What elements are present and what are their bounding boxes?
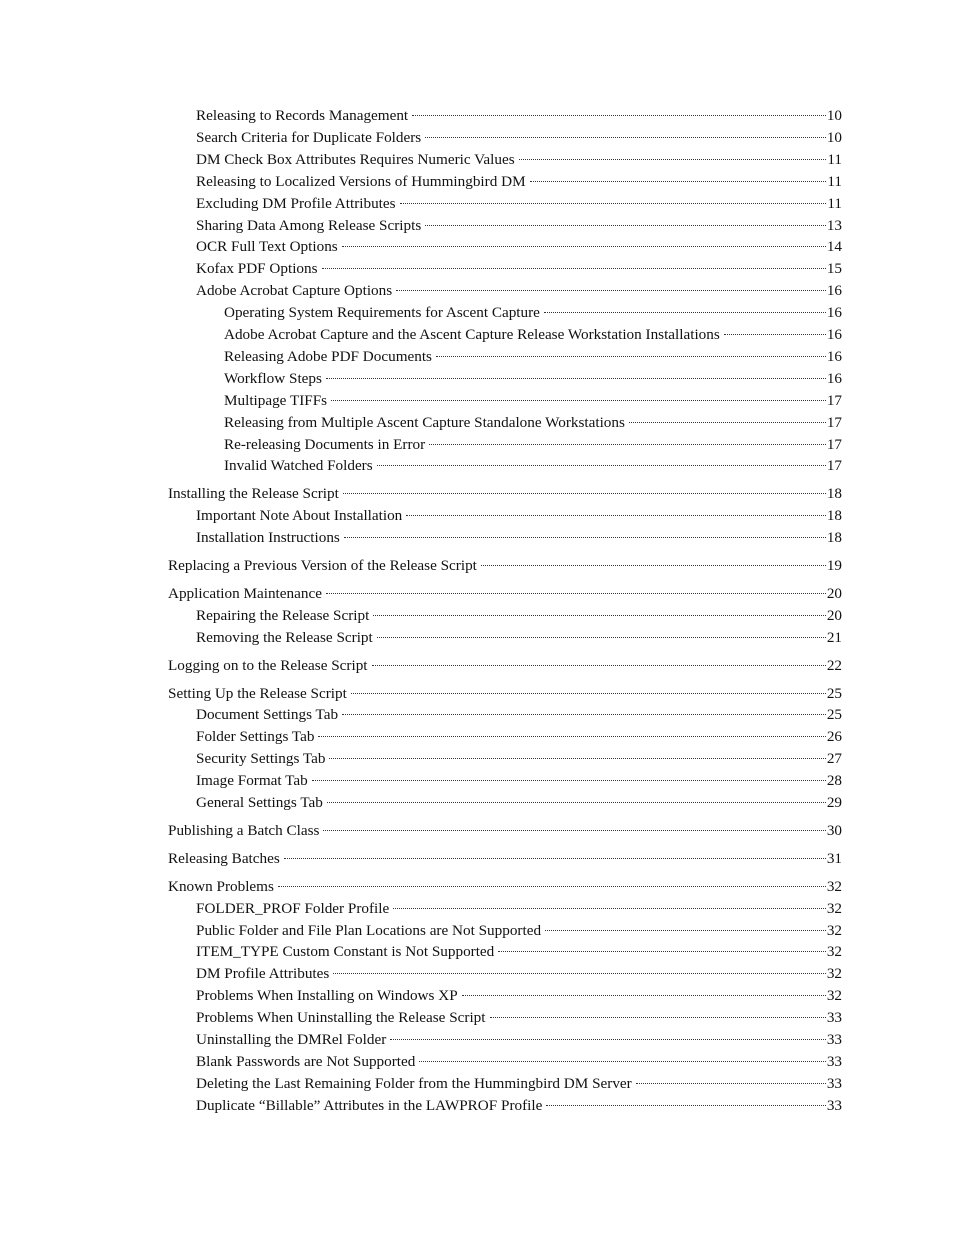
toc-entry-page-number: 26 [826, 728, 842, 746]
dot-leader [400, 203, 827, 204]
toc-entry[interactable] [224, 390, 842, 412]
toc-entry[interactable] [196, 605, 842, 627]
toc-entry-title: Excluding DM Profile Attributes [196, 194, 396, 212]
toc-entry-title: Public Folder and File Plan Locations are Not Supported [196, 921, 542, 939]
toc-entry-title: Repairing the Release Script [196, 606, 370, 624]
toc-entry-title: Deleting the Last Remaining Folder from the Hummingbird DM Server [196, 1074, 632, 1092]
toc-entry-page-number: 27 [826, 750, 842, 768]
toc-entry-page-number: 21 [826, 628, 842, 646]
toc-entry-page-number: 16 [826, 282, 842, 300]
toc-entry-page-number: 13 [826, 216, 842, 234]
toc-entry-title: Replacing a Previous Version of the Release Script [168, 557, 477, 574]
toc-entry[interactable] [196, 149, 842, 171]
toc-entry[interactable] [196, 748, 842, 770]
toc-entry-page-number: 11 [827, 150, 842, 168]
dot-leader [343, 493, 826, 494]
dot-leader [344, 537, 826, 538]
dot-leader [724, 334, 826, 335]
toc-entry-title: Installing the Release Script [168, 485, 339, 503]
toc-entry-title: Releasing Adobe PDF Documents [224, 347, 432, 365]
toc-entry-page-number: 16 [826, 347, 842, 365]
toc-entry-title: Publishing a Batch Class [168, 821, 320, 839]
toc-entry-page-number: 16 [826, 304, 842, 322]
toc-entry-title: Setting Up the Release Script [168, 684, 347, 702]
toc-entry-page-number: 10 [826, 128, 842, 146]
toc-entry[interactable] [168, 683, 842, 705]
toc-entry[interactable] [168, 583, 842, 605]
toc-entry[interactable] [224, 412, 842, 434]
toc-entry-page-number: 10 [826, 107, 842, 124]
dot-leader [429, 444, 826, 445]
toc-entry-page-number: 17 [826, 391, 842, 409]
toc-entry-title: Adobe Acrobat Capture and the Ascent Capture Release Workstation Installations [224, 326, 720, 343]
toc-entry-page-number: 32 [826, 943, 842, 961]
toc-entry[interactable] [196, 215, 842, 237]
toc-entry-page-number: 16 [826, 369, 842, 387]
dot-leader [333, 973, 826, 974]
toc-entry-page-number: 20 [826, 606, 842, 624]
toc-entry-page-number: 30 [826, 821, 842, 839]
toc-entry[interactable] [196, 1051, 842, 1073]
toc-entry[interactable] [196, 258, 842, 280]
toc-entry-title: Re-releasing Documents in Error [224, 435, 426, 453]
toc-entry-page-number: 29 [826, 794, 842, 811]
dot-leader [498, 951, 826, 952]
toc-entry[interactable] [196, 193, 842, 215]
toc-entry-page-number: 18 [826, 529, 842, 547]
toc-entry-page-number: 33 [826, 1096, 842, 1114]
toc-entry-title: Invalid Watched Folders [224, 457, 373, 475]
dot-leader [462, 995, 826, 996]
toc-entry-page-number: 22 [826, 656, 842, 674]
toc-entry-title: DM Profile Attributes [196, 965, 330, 983]
toc-entry-title: Sharing Data Among Release Scripts [196, 216, 422, 234]
toc-entry-page-number: 20 [826, 584, 842, 602]
toc-entry-page-number: 18 [826, 507, 842, 525]
toc-entry[interactable] [168, 555, 842, 577]
dot-leader [377, 465, 826, 466]
toc-entry[interactable] [224, 434, 842, 456]
toc-entry-page-number: 32 [826, 987, 842, 1005]
toc-entry-title: Operating System Requirements for Ascent Capture [224, 304, 540, 322]
toc-entry-page-number: 14 [826, 238, 842, 256]
dot-leader [412, 115, 826, 116]
toc-entry-title: FOLDER_PROF Folder Profile [196, 899, 390, 917]
toc-entry-page-number: 32 [826, 921, 842, 939]
dot-leader [351, 693, 826, 694]
toc-entry-page-number: 32 [826, 877, 842, 895]
toc-entry-page-number: 11 [827, 194, 842, 212]
toc-entry[interactable] [224, 368, 842, 390]
toc-entry-title: Folder Settings Tab [196, 728, 315, 746]
dot-leader [390, 1039, 826, 1040]
dot-leader [490, 1017, 826, 1018]
toc-entry[interactable] [196, 280, 842, 302]
dot-leader [436, 356, 826, 357]
toc-entry-page-number: 17 [826, 457, 842, 475]
toc-entry-page-number: 16 [826, 326, 842, 343]
toc-entry-title: Logging on to the Release Script [168, 656, 368, 674]
dot-leader [323, 830, 825, 831]
toc-entry-page-number: 19 [826, 557, 842, 574]
dot-leader [629, 422, 826, 423]
toc-entry-title: Application Maintenance [168, 584, 322, 602]
toc-entry-title: Releasing Batches [168, 849, 280, 867]
toc-entry-page-number: 28 [826, 772, 842, 790]
dot-leader [284, 858, 826, 859]
toc-entry-title: Problems When Uninstalling the Release Script [196, 1009, 486, 1027]
toc-entry[interactable] [196, 105, 842, 127]
toc-entry[interactable] [196, 792, 842, 814]
toc-entry[interactable] [196, 1095, 842, 1117]
dot-leader [544, 312, 826, 313]
toc-entry-title: Kofax PDF Options [196, 260, 318, 278]
toc-entry-page-number: 33 [826, 1009, 842, 1027]
toc-entry[interactable] [224, 324, 842, 346]
toc-entry[interactable] [168, 483, 842, 505]
dot-leader [331, 400, 826, 401]
dot-leader [636, 1083, 826, 1084]
dot-leader [425, 225, 826, 226]
toc-entry-page-number: 25 [826, 684, 842, 702]
toc-entry-title: Search Criteria for Duplicate Folders [196, 128, 422, 146]
toc-entry-title: Adobe Acrobat Capture Options [196, 282, 393, 300]
toc-entry[interactable] [196, 963, 842, 985]
toc-entry[interactable] [196, 726, 842, 748]
dot-leader [372, 665, 826, 666]
toc-entry-page-number: 33 [826, 1074, 842, 1092]
toc-entry[interactable] [196, 1073, 842, 1095]
toc-entry-title: Security Settings Tab [196, 750, 326, 768]
toc-entry-page-number: 31 [826, 849, 842, 867]
toc-entry-page-number: 17 [826, 435, 842, 453]
toc-entry[interactable] [196, 627, 842, 649]
toc-entry-page-number: 11 [827, 172, 842, 190]
toc-entry-page-number: 33 [826, 1052, 842, 1070]
toc-entry[interactable] [196, 985, 842, 1007]
toc-entry-title: Releasing to Localized Versions of Hummingbird DM [196, 172, 526, 190]
dot-leader [419, 1061, 825, 1062]
toc-entry-title: Releasing from Multiple Ascent Capture Standalone Workstations [224, 413, 625, 431]
toc-entry[interactable] [196, 236, 842, 258]
toc-entry-title: Releasing to Records Management [196, 107, 409, 124]
toc-entry-title: Duplicate “Billable” Attributes in the LAWPROF Profile [196, 1096, 543, 1114]
dot-leader [519, 159, 827, 160]
dot-leader [312, 780, 826, 781]
dot-leader [326, 378, 826, 379]
dot-leader [322, 268, 826, 269]
toc-entry-page-number: 17 [826, 413, 842, 431]
toc-entry-title: Workflow Steps [224, 369, 322, 387]
toc-entry-page-number: 25 [826, 706, 842, 724]
toc-entry[interactable] [168, 848, 842, 870]
dot-leader [329, 758, 825, 759]
dot-leader [545, 930, 826, 931]
toc-entry-title: General Settings Tab [196, 794, 323, 811]
dot-leader [327, 802, 826, 803]
dot-leader [546, 1105, 825, 1106]
toc-entry-title: OCR Full Text Options [196, 238, 338, 256]
dot-leader [342, 246, 826, 247]
toc-entry-page-number: 15 [826, 260, 842, 278]
toc-entry-title: Multipage TIFFs [224, 391, 328, 409]
toc-entry-page-number: 32 [826, 899, 842, 917]
dot-leader [393, 908, 826, 909]
dot-leader [326, 593, 826, 594]
toc-entry-title: ITEM_TYPE Custom Constant is Not Supported [196, 943, 495, 961]
toc-entry[interactable] [196, 898, 842, 920]
toc-entry[interactable] [196, 941, 842, 963]
toc-entry[interactable] [196, 527, 842, 549]
dot-leader [373, 615, 825, 616]
toc-entry-title: Removing the Release Script [196, 628, 373, 646]
toc-entry-title: Image Format Tab [196, 772, 308, 790]
toc-entry[interactable] [196, 171, 842, 193]
dot-leader [278, 886, 826, 887]
toc-entry[interactable] [196, 770, 842, 792]
toc-entry[interactable] [196, 127, 842, 149]
toc-entry-title: Blank Passwords are Not Supported [196, 1052, 416, 1070]
toc-entry-page-number: 18 [826, 485, 842, 503]
toc-entry[interactable] [196, 704, 842, 726]
dot-leader [425, 137, 826, 138]
toc-entry[interactable] [168, 876, 842, 898]
dot-leader [396, 290, 826, 291]
toc-entry-title: Problems When Installing on Windows XP [196, 987, 458, 1005]
toc-entry[interactable] [168, 820, 842, 842]
toc-entry-page-number: 32 [826, 965, 842, 983]
toc-entry[interactable] [168, 655, 842, 677]
toc-entry-title: Document Settings Tab [196, 706, 339, 724]
toc-entry[interactable] [224, 455, 842, 477]
toc-entry-title: Installation Instructions [196, 529, 340, 547]
dot-leader [530, 181, 827, 182]
toc-entry[interactable] [224, 346, 842, 368]
toc-entry[interactable] [196, 920, 842, 942]
toc-entry-page-number: 33 [826, 1031, 842, 1048]
toc-entry-title: DM Check Box Attributes Requires Numeric Values [196, 150, 515, 168]
toc-entry[interactable] [196, 1029, 842, 1051]
dot-leader [318, 736, 825, 737]
dot-leader [342, 714, 826, 715]
toc-entry-title: Known Problems [168, 877, 274, 895]
toc-entry-title: Important Note About Installation [196, 507, 403, 525]
dot-leader [406, 515, 826, 516]
toc-entry[interactable] [196, 505, 842, 527]
dot-leader [377, 637, 826, 638]
toc-entry[interactable] [224, 302, 842, 324]
toc-entry[interactable] [196, 1007, 842, 1029]
toc-entry-title: Uninstalling the DMRel Folder [196, 1031, 387, 1048]
dot-leader [481, 565, 826, 566]
